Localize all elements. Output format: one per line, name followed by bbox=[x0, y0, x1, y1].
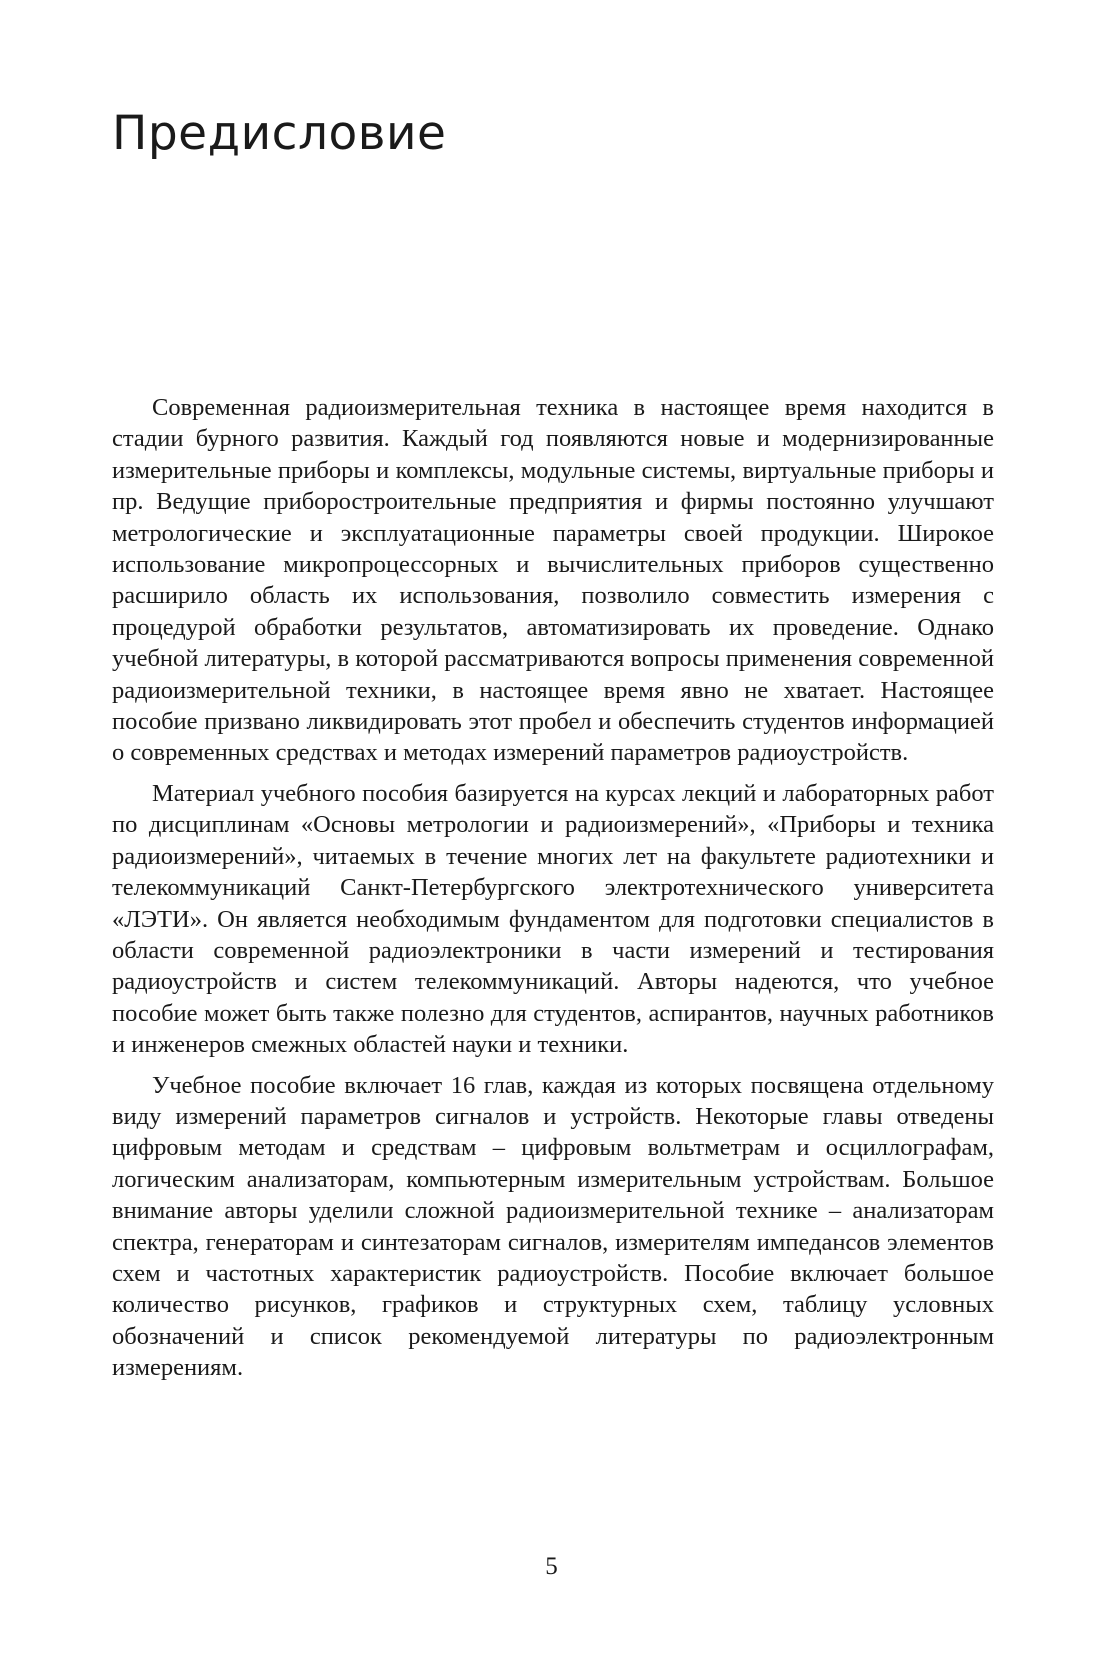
paragraph-1: Современная радиоизмерительная техника в настоящее время находится в стадии бурного развития. Каждый год появляются новые и модернизированные измерительные приборы и комплексы, модульные системы, виртуальные приборы и пр. Ведущие приборостроительные предприятия и фирмы постоянно улучшают метрологические и эксплуатационные параметры своей продукции. Широкое использование микропроцессорных и вычислительных приборов существенно расширило область их использования, позволило совместить измерения с процедурой обработки результатов, автоматизировать их проведение. Однако учебной литературы, в которой рассматриваются вопросы применения современной радиоизмерительной техники, в настоящее время явно не хватает. Настоящее пособие призвано ликвидировать этот пробел и обеспечить студентов информацией о современных средствах и методах измерений параметров радиоустройств. bbox=[112, 394, 994, 767]
paragraph-2: Материал учебного пособия базируется на курсах лекций и лабораторных работ по дисциплинам «Основы метрологии и радиоизмерений», «Приборы и техника радиоизмерений», читаемых в течение многих лет на факультете радиотехники и телекоммуникаций Санкт-Петербургского электротехнического университета «ЛЭТИ». Он является необходимым фундаментом для подготовки специалистов в области современной радиоэлектроники в части измерений и тестирования радиоустройств и систем телекоммуникаций. Авторы надеются, что учебное пособие может быть также полезно для студентов, аспирантов, научных работников и инженеров смежных областей науки и техники. bbox=[112, 779, 994, 1059]
paragraph-3: Учебное пособие включает 16 глав, каждая из которых посвящена отдельному виду измерений параметров сигналов и устройств. Некоторые главы отведены цифровым методам и средствам – цифровым вольтметрам и осциллографам, логическим анализаторам, компьютерным измерительным устройствам. Большое внимание авторы уделили сложной радиоизмерительной технике – анализаторам спектра, генераторам и синтезаторам сигналов, измерителям импедансов элементов схем и частотных характеристик радиоустройств. Пособие включает большое количество рисунков, графиков и структурных схем, таблицу условных обозначений и список рекомендуемой литературы по радиоэлектронным измерениям. bbox=[112, 1071, 994, 1382]
preface-body bbox=[112, 392, 994, 1393]
chapter-title: Предисловие bbox=[112, 106, 447, 161]
page-number: 5 bbox=[545, 1553, 558, 1580]
